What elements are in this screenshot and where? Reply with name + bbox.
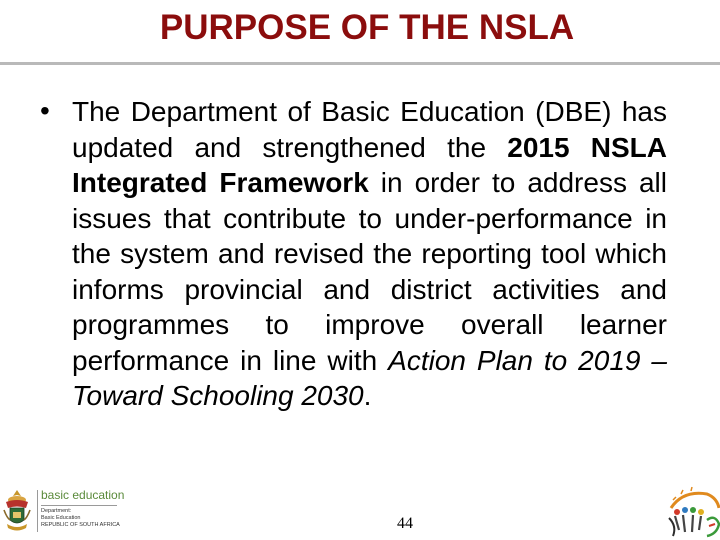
bullet-text — [72, 94, 667, 414]
logo-wordmark: basic education — [41, 488, 125, 502]
action-plan-name: Action Plan to 2019 – Toward Schooling 2030 — [72, 344, 667, 411]
dbe-logo — [0, 484, 160, 540]
page-number: 44 — [397, 515, 413, 532]
logo-country: REPUBLIC OF SOUTH AFRICA — [41, 522, 120, 528]
coat-of-arms-icon — [2, 488, 32, 534]
body-text-1: The Department of Basic Education (DBE) has updated and strengthened the — [72, 96, 667, 163]
anniversary-logo-icon — [663, 486, 720, 540]
logo-department-label: Department: — [41, 508, 72, 514]
title-divider — [0, 62, 720, 65]
bullet-marker: • — [40, 95, 50, 126]
logo-department-name: Basic Education — [41, 515, 81, 521]
body-text-3: . — [363, 380, 372, 411]
body-text-2: in order to address all issues that contribute to under-performance in the system and revised the reporting tool which informs provincial and district activities and programmes to improve overall learner performance in line with — [72, 167, 667, 376]
slide-title: PURPOSE OF THE NSLA — [159, 8, 575, 47]
logo-underline — [41, 505, 117, 506]
framework-name: 2015 NSLA Integrated Framework — [72, 131, 667, 198]
logo-divider — [37, 490, 38, 532]
